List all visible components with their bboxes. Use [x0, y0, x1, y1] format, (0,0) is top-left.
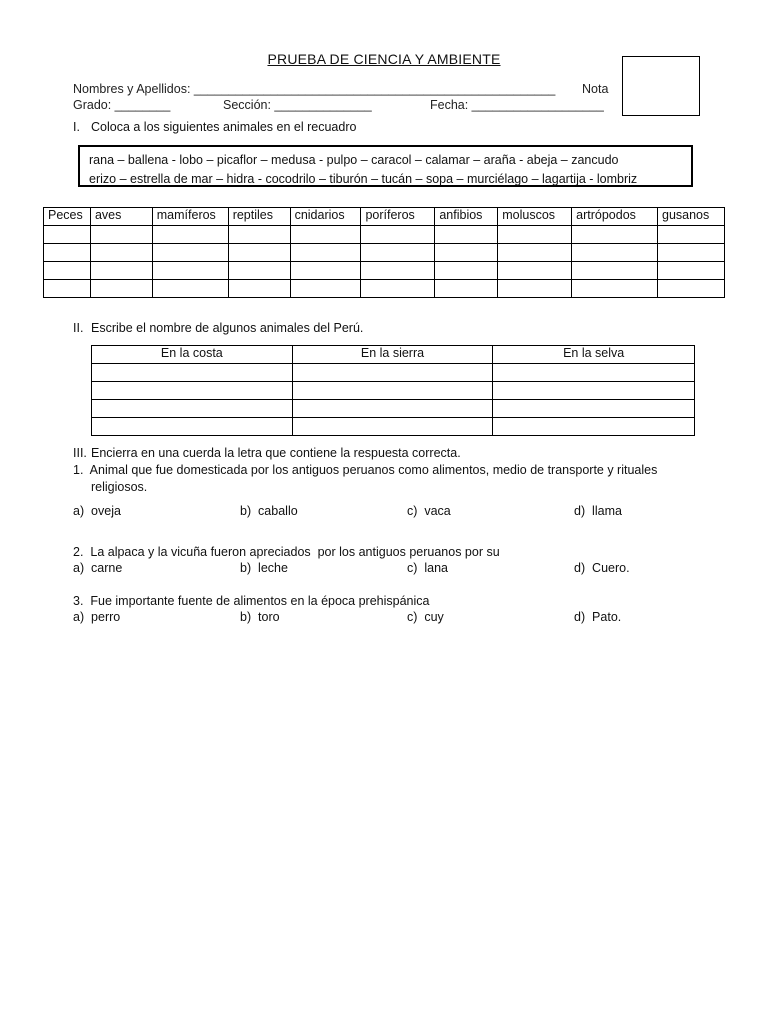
question-3-text: 3. Fue importante fuente de alimentos en la época prehispánica: [73, 594, 430, 608]
blank-cell[interactable]: [658, 262, 725, 280]
option-c[interactable]: c) lana: [407, 561, 448, 575]
section1-instruction: Coloca a los siguientes animales en el recuadro: [91, 120, 357, 134]
table-row[interactable]: [44, 280, 725, 298]
blank-cell[interactable]: [228, 244, 290, 262]
blank-cell[interactable]: [292, 382, 493, 400]
blank-cell[interactable]: [228, 262, 290, 280]
blank-cell[interactable]: [228, 226, 290, 244]
column-header: gusanos: [658, 208, 725, 226]
section1-numeral: I.: [73, 120, 80, 134]
section3-numeral: III.: [73, 446, 87, 460]
blank-cell[interactable]: [493, 364, 695, 382]
seccion-field[interactable]: Sección: ______________: [223, 98, 372, 112]
blank-cell[interactable]: [44, 280, 91, 298]
word-bank-line: erizo – estrella de mar – hidra - cocodrilo – tiburón – tucán – sopa – murciélago – lagartija - lombriz: [89, 172, 638, 186]
blank-cell[interactable]: [90, 262, 152, 280]
section2-instruction: Escribe el nombre de algunos animales del Perú.: [91, 321, 364, 335]
nombres-field[interactable]: Nombres y Apellidos: ____________________________________________________: [73, 82, 556, 96]
blank-cell[interactable]: [292, 364, 493, 382]
blank-cell[interactable]: [290, 280, 361, 298]
blank-cell[interactable]: [152, 280, 228, 298]
blank-cell[interactable]: [44, 226, 91, 244]
peru-animals-table: [91, 345, 695, 436]
nota-label: Nota: [582, 82, 609, 96]
option-b[interactable]: b) toro: [240, 610, 280, 624]
blank-cell[interactable]: [361, 244, 435, 262]
blank-cell[interactable]: [435, 280, 498, 298]
option-d[interactable]: d) Cuero.: [574, 561, 630, 575]
blank-cell[interactable]: [572, 262, 658, 280]
blank-cell[interactable]: [361, 226, 435, 244]
blank-cell[interactable]: [92, 382, 293, 400]
blank-cell[interactable]: [498, 262, 572, 280]
option-a[interactable]: a) carne: [73, 561, 123, 575]
blank-cell[interactable]: [493, 418, 695, 436]
blank-cell[interactable]: [152, 262, 228, 280]
table-header-row: [92, 346, 695, 364]
blank-cell[interactable]: [493, 382, 695, 400]
blank-cell[interactable]: [92, 364, 293, 382]
blank-cell[interactable]: [92, 400, 293, 418]
question-1-text-cont: religiosos.: [91, 480, 148, 494]
blank-cell[interactable]: [90, 280, 152, 298]
table-row[interactable]: [92, 364, 695, 382]
blank-cell[interactable]: [90, 244, 152, 262]
column-header: En la costa: [92, 346, 293, 364]
blank-cell[interactable]: [290, 262, 361, 280]
blank-cell[interactable]: [658, 244, 725, 262]
option-d[interactable]: d) Pato.: [574, 610, 622, 624]
blank-cell[interactable]: [498, 280, 572, 298]
column-header: cnidarios: [290, 208, 361, 226]
section3-instruction: Encierra en una cuerda la letra que contiene la respuesta correcta.: [91, 446, 461, 460]
blank-cell[interactable]: [152, 226, 228, 244]
blank-cell[interactable]: [435, 226, 498, 244]
column-header: mamíferos: [152, 208, 228, 226]
table-row[interactable]: [92, 400, 695, 418]
column-header: artrópodos: [572, 208, 658, 226]
blank-cell[interactable]: [292, 400, 493, 418]
page-title: PRUEBA DE CIENCIA Y AMBIENTE: [267, 51, 501, 67]
column-header: En la selva: [493, 346, 695, 364]
blank-cell[interactable]: [435, 244, 498, 262]
blank-cell[interactable]: [290, 226, 361, 244]
table-row[interactable]: [92, 382, 695, 400]
table-row[interactable]: [44, 244, 725, 262]
column-header: aves: [90, 208, 152, 226]
blank-cell[interactable]: [572, 226, 658, 244]
blank-cell[interactable]: [572, 280, 658, 298]
blank-cell[interactable]: [44, 244, 91, 262]
blank-cell[interactable]: [658, 226, 725, 244]
option-a[interactable]: a) oveja: [73, 504, 121, 518]
blank-cell[interactable]: [90, 226, 152, 244]
option-c[interactable]: c) cuy: [407, 610, 444, 624]
blank-cell[interactable]: [435, 262, 498, 280]
table-header-row: [44, 208, 725, 226]
column-header: moluscos: [498, 208, 572, 226]
column-header: anfibios: [435, 208, 498, 226]
option-a[interactable]: a) perro: [73, 610, 121, 624]
question-1-text: 1. Animal que fue domesticada por los antiguos peruanos como alimentos, medio de transporte y rituales: [73, 463, 658, 477]
grado-field[interactable]: Grado: ________: [73, 98, 171, 112]
blank-cell[interactable]: [152, 244, 228, 262]
blank-cell[interactable]: [361, 280, 435, 298]
nota-box[interactable]: [622, 56, 700, 116]
blank-cell[interactable]: [92, 418, 293, 436]
column-header: reptiles: [228, 208, 290, 226]
classification-table: [43, 207, 725, 298]
option-c[interactable]: c) vaca: [407, 504, 451, 518]
blank-cell[interactable]: [290, 244, 361, 262]
word-bank-line: rana – ballena - lobo – picaflor – medusa - pulpo – caracol – calamar – araña - abeja – zancudo: [89, 153, 619, 167]
column-header: Peces: [44, 208, 91, 226]
question-2-text: 2. La alpaca y la vicuña fueron apreciados por los antiguos peruanos por su: [73, 545, 500, 559]
section2-numeral: II.: [73, 321, 84, 335]
blank-cell[interactable]: [498, 244, 572, 262]
fecha-field[interactable]: Fecha: ___________________: [430, 98, 604, 112]
word-bank: [78, 145, 693, 187]
blank-cell[interactable]: [44, 262, 91, 280]
blank-cell[interactable]: [228, 280, 290, 298]
blank-cell[interactable]: [572, 244, 658, 262]
column-header: poríferos: [361, 208, 435, 226]
blank-cell[interactable]: [361, 262, 435, 280]
blank-cell[interactable]: [292, 418, 493, 436]
column-header: En la sierra: [292, 346, 493, 364]
blank-cell[interactable]: [658, 280, 725, 298]
option-b[interactable]: b) leche: [240, 561, 288, 575]
option-d[interactable]: d) llama: [574, 504, 622, 518]
option-b[interactable]: b) caballo: [240, 504, 298, 518]
blank-cell[interactable]: [498, 226, 572, 244]
blank-cell[interactable]: [493, 400, 695, 418]
table-row[interactable]: [44, 226, 725, 244]
table-row[interactable]: [92, 418, 695, 436]
table-row[interactable]: [44, 262, 725, 280]
